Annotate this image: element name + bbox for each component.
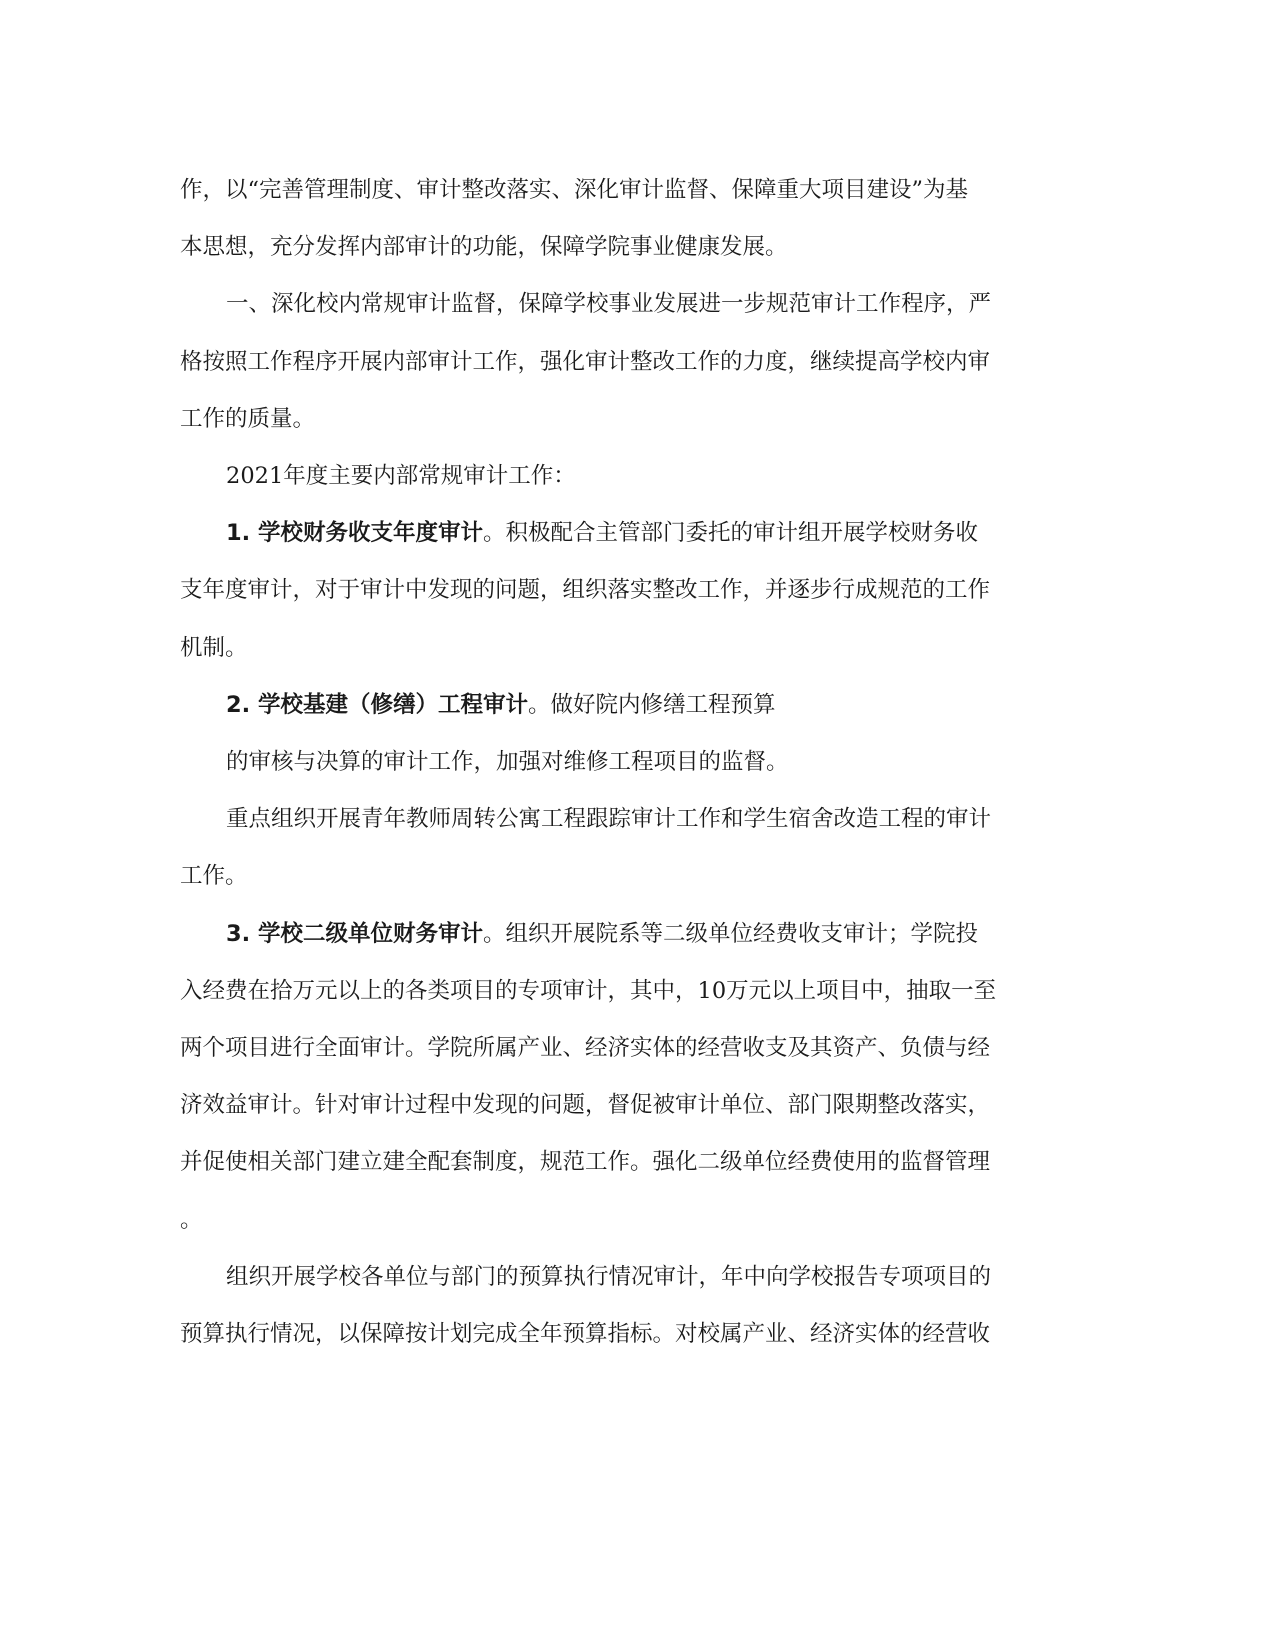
paragraph-item-3 xyxy=(180,906,1040,1249)
text-line: 工作的质量。 xyxy=(180,405,316,432)
paragraph-item-2 xyxy=(180,677,1040,734)
text-line xyxy=(180,505,1040,562)
text-line: 机制。 xyxy=(180,634,248,661)
item-heading: 1. 学校财务收支年度审计 xyxy=(226,520,484,547)
text-line: 作，以“完善管理制度、审计整改落实、深化审计监督、保障重大项目建设”为基 xyxy=(180,177,969,203)
paragraph-year-heading xyxy=(180,448,1040,505)
paragraph-intro xyxy=(180,162,1040,276)
text-line: 工作。 xyxy=(180,863,248,890)
paragraph-budget xyxy=(180,1249,1040,1363)
text-line: 2021年度主要内部常规审计工作： xyxy=(226,463,576,490)
text-line: 重点组织开展青年教师周转公寓工程跟踪审计工作和学生宿舍改造工程的审计 xyxy=(226,806,992,833)
text-line xyxy=(180,677,1040,734)
paragraph-section-one xyxy=(180,276,1040,448)
paragraph-item-2-cont xyxy=(180,734,1040,791)
text-line: 入经费在拾万元以上的各类项目的专项审计，其中，10万元以上项目中，抽取一至 xyxy=(180,977,997,1004)
text-line: 的审核与决算的审计工作，加强对维修工程项目的监督。 xyxy=(226,749,789,776)
text-line: 格按照工作程序开展内部审计工作，强化审计整改工作的力度，继续提高学校内审 xyxy=(180,348,991,375)
text-line: 一、深化校内常规审计监督，保障学校事业发展进一步规范审计工作程序，严 xyxy=(226,291,992,318)
text-line xyxy=(180,906,1040,963)
paragraph-item-2-focus xyxy=(180,791,1040,905)
item-text: 。积极配合主管部门委托的审计组开展学校财务收 xyxy=(483,520,979,547)
item-text: 。组织开展院系等二级单位经费收支审计；学院投 xyxy=(483,920,979,947)
text-line: 预算执行情况，以保障按计划完成全年预算指标。对校属产业、经济实体的经营收 xyxy=(180,1321,991,1348)
text-line: 并促使相关部门建立建全配套制度，规范工作。强化二级单位经费使用的监督管理 xyxy=(180,1149,991,1176)
item-text: 。做好院内修缮工程预算 xyxy=(528,691,776,718)
document-body xyxy=(180,162,1040,1363)
text-line: 两个项目进行全面审计。学院所属产业、经济实体的经营收支及其资产、负债与经 xyxy=(180,1035,991,1062)
text-line: 支年度审计，对于审计中发现的问题，组织落实整改工作，并逐步行成规范的工作 xyxy=(180,577,991,604)
text-line: 组织开展学校各单位与部门的预算执行情况审计，年中向学校报告专项项目的 xyxy=(226,1263,992,1290)
item-heading: 3. 学校二级单位财务审计 xyxy=(226,920,484,947)
paragraph-item-1 xyxy=(180,505,1040,677)
text-line: 本思想，充分发挥内部审计的功能，保障学院事业健康发展。 xyxy=(180,234,788,261)
item-heading: 2. 学校基建（修缮）工程审计 xyxy=(226,691,529,718)
text-line: 。 xyxy=(180,1206,203,1233)
text-line: 济效益审计。针对审计过程中发现的问题，督促被审计单位、部门限期整改落实， xyxy=(180,1092,991,1119)
